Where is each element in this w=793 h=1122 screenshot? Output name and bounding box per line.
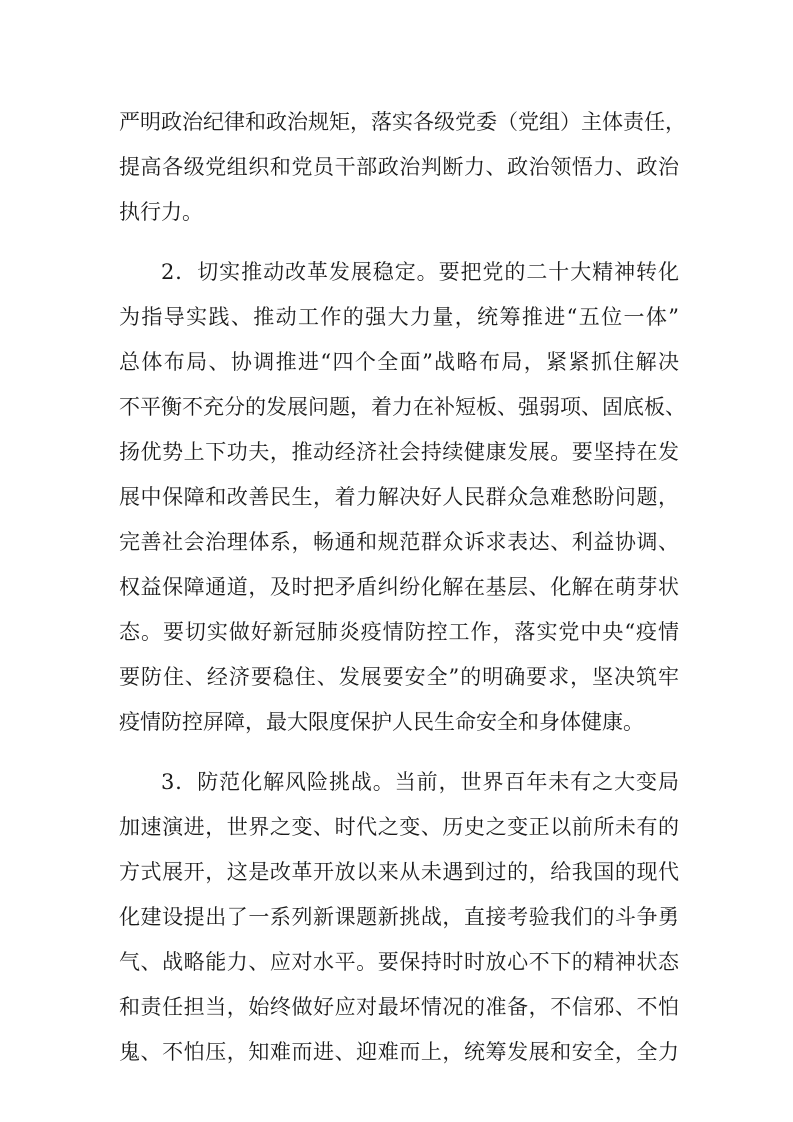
text-line: 2．切实推动改革发展稳定。要把党的二十大精神转化 (161, 260, 679, 284)
text-line: 执行力。 (119, 200, 203, 224)
text-line: 权益保障通道，及时把矛盾纠纷化解在基层、化解在萌芽状 (119, 575, 679, 599)
text-line: 提高各级党组织和党员干部政治判断力、政治领悟力、政治 (119, 155, 679, 179)
text-line: 为指导实践、推动工作的强大力量，统筹推进“五位一体” (119, 305, 679, 329)
text-line: 气、战略能力、应对水平。要保持时时放心不下的精神状态 (119, 950, 679, 974)
text-line: 疫情防控屏障，最大限度保护人民生命安全和身体健康。 (119, 710, 644, 734)
text-line: 总体布局、协调推进“四个全面”战略布局，紧紧抓住解决 (119, 350, 679, 374)
text-line: 加速演进，世界之变、时代之变、历史之变正以前所未有的 (119, 815, 679, 839)
text-line: 态。要切实做好新冠肺炎疫情防控工作，落实党中央“疫情 (119, 620, 679, 644)
text-line: 要防住、经济要稳住、发展要安全”的明确要求，坚决筑牢 (119, 665, 679, 689)
text-line: 完善社会治理体系，畅通和规范群众诉求表达、利益协调、 (119, 530, 679, 554)
text-line: 和责任担当，始终做好应对最坏情况的准备，不信邪、不怕 (119, 995, 679, 1019)
text-line: 严明政治纪律和政治规矩，落实各级党委（党组）主体责任， (119, 110, 686, 134)
text-line: 3．防范化解风险挑战。当前，世界百年未有之大变局 (161, 770, 679, 794)
text-line: 不平衡不充分的发展问题，着力在补短板、强弱项、固底板、 (119, 395, 686, 419)
text-line: 扬优势上下功夫，推动经济社会持续健康发展。要坚持在发 (119, 440, 679, 464)
text-line: 化建设提出了一系列新课题新挑战，直接考验我们的斗争勇 (119, 905, 679, 929)
text-line: 方式展开，这是改革开放以来从未遇到过的，给我国的现代 (119, 860, 679, 884)
text-line: 展中保障和改善民生，着力解决好人民群众急难愁盼问题， (119, 485, 679, 509)
text-line: 鬼、不怕压，知难而进、迎难而上，统筹发展和安全，全力 (119, 1040, 679, 1064)
